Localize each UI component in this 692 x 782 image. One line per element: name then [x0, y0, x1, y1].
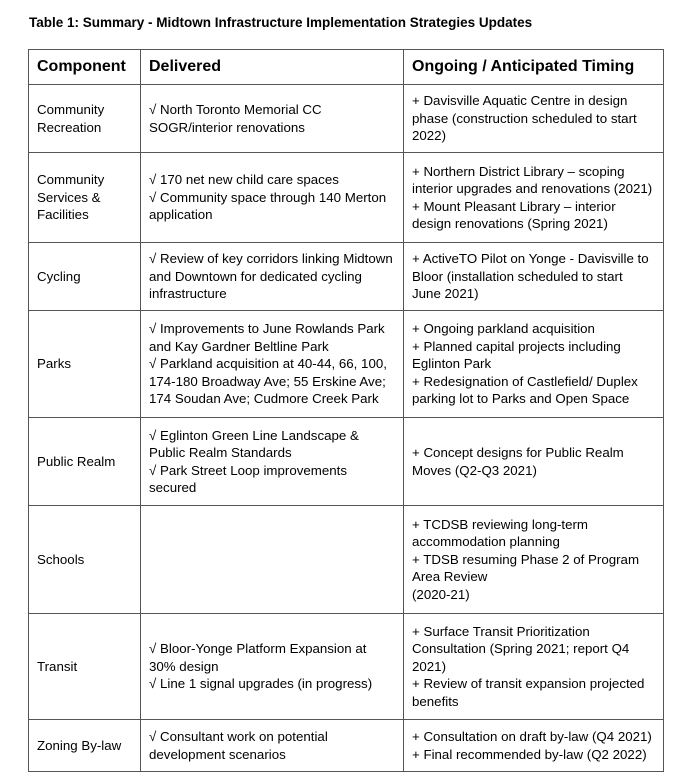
- header-row: [29, 50, 664, 85]
- ongoing-item: (2020-21): [412, 586, 470, 602]
- ongoing-cell: [404, 85, 664, 153]
- ongoing-cell: [404, 243, 664, 311]
- table-row: [29, 506, 664, 614]
- ongoing-item: + Review of transit expansion projected benefits: [412, 676, 645, 709]
- ongoing-item: + TDSB resuming Phase 2 of Program Area Review: [412, 551, 640, 585]
- component-cell: Zoning By-law: [29, 720, 141, 772]
- table-row: [29, 311, 664, 418]
- ongoing-cell: [404, 614, 664, 720]
- ongoing-cell: [404, 418, 664, 506]
- ongoing-item: + Redesignation of Castlefield/ Duplex parking lot to Parks and Open Space: [412, 373, 638, 407]
- component-cell: Parks: [29, 311, 141, 418]
- delivered-item: √ Review of key corridors linking Midtown and Downtown for dedicated cycling infrastructure: [149, 251, 393, 302]
- delivered-cell: [141, 153, 404, 243]
- component-cell: Transit: [29, 614, 141, 720]
- header-delivered: Delivered: [141, 50, 404, 85]
- delivered-cell: [141, 614, 404, 720]
- header-ongoing: Ongoing / Anticipated Timing: [404, 50, 664, 85]
- delivered-item: √ Park Street Loop improvements secured: [149, 462, 347, 495]
- table-title: Table 1: Summary - Midtown Infrastructure Implementation Strategies Updates: [29, 15, 533, 30]
- delivered-item: √ Bloor-Yonge Platform Expansion at 30% design: [149, 641, 367, 674]
- delivered-item: √ Parkland acquisition at 40-44, 66, 100, 174-180 Broadway Ave; 55 Erskine Ave; 174 Soudan Ave; Cudmore Creek Park: [149, 356, 387, 407]
- delivered-item: √ Improvements to June Rowlands Park and Kay Gardner Beltline Park: [149, 321, 385, 354]
- ongoing-cell: [404, 153, 664, 243]
- ongoing-item: + Surface Transit Prioritization Consultation (Spring 2021; report Q4 2021): [412, 623, 630, 674]
- ongoing-item: + Davisville Aquatic Centre in design phase (construction scheduled to start 2022): [412, 93, 637, 144]
- delivered-item: √ Community space through 140 Merton application: [149, 189, 387, 223]
- ongoing-cell: [404, 720, 664, 772]
- table-row: [29, 418, 664, 506]
- component-cell: Schools: [29, 506, 141, 614]
- ongoing-item: + TCDSB reviewing long-term accommodation planning: [412, 516, 589, 550]
- delivered-item: √ Line 1 signal upgrades (in progress): [149, 676, 373, 692]
- component-cell: Public Realm: [29, 418, 141, 506]
- ongoing-item: + Ongoing parkland acquisition: [412, 321, 595, 337]
- delivered-cell: [141, 85, 404, 153]
- delivered-item: √ Eglinton Green Line Landscape & Public Realm Standards: [149, 427, 359, 460]
- delivered-cell: [141, 418, 404, 506]
- ongoing-item: + Final recommended by-law (Q2 2022): [412, 746, 647, 762]
- header-component: Component: [29, 50, 141, 85]
- delivered-cell: [141, 311, 404, 418]
- table-row: [29, 243, 664, 311]
- ongoing-item: + Northern District Library – scoping interior upgrades and renovations (2021): [412, 163, 653, 196]
- delivered-item: √ 170 net new child care spaces: [149, 172, 339, 188]
- ongoing-item: + ActiveTO Pilot on Yonge - Davisville to Bloor (installation scheduled to start June 2021): [412, 251, 649, 302]
- ongoing-cell: [404, 311, 664, 418]
- component-cell: Community Recreation: [29, 85, 141, 153]
- component-cell: Community Services & Facilities: [29, 153, 141, 243]
- table-row: [29, 614, 664, 720]
- ongoing-cell: [404, 506, 664, 614]
- delivered-item: √ North Toronto Memorial CC SOGR/interior renovations: [149, 102, 322, 135]
- ongoing-item: + Consultation on draft by-law (Q4 2021): [412, 729, 652, 744]
- table-row: [29, 720, 664, 772]
- delivered-cell: [141, 506, 404, 614]
- delivered-item: √ Consultant work on potential development scenarios: [149, 729, 328, 762]
- delivered-cell: [141, 243, 404, 311]
- summary-table: [28, 49, 664, 772]
- table-row: [29, 153, 664, 243]
- component-cell: Cycling: [29, 243, 141, 311]
- ongoing-item: + Concept designs for Public Realm Moves (Q2-Q3 2021): [412, 445, 624, 478]
- table-row: [29, 85, 664, 153]
- delivered-cell: [141, 720, 404, 772]
- ongoing-item: + Planned capital projects including Eglinton Park: [412, 338, 621, 372]
- ongoing-item: + Mount Pleasant Library – interior design renovations (Spring 2021): [412, 198, 616, 231]
